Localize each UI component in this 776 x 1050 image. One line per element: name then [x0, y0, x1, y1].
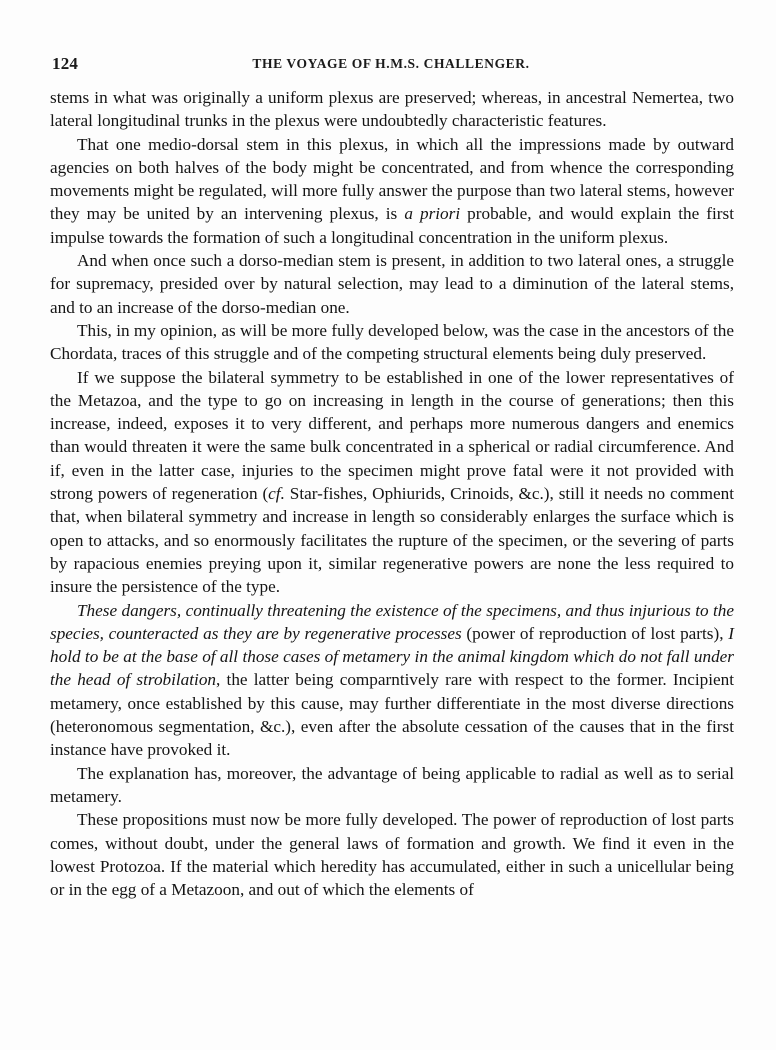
text-segment: This, in my opinion, as will be more fully developed below, was the case in the ancestors of the Chordata, traces of this struggle and of the competing structural elements being duly preserved. [50, 320, 734, 364]
body-text [50, 86, 734, 901]
paragraph [50, 319, 734, 366]
italic-segment: cf. [268, 484, 285, 504]
paragraph [50, 249, 734, 319]
text-segment: And when once such a dorso-median stem is present, in addition to two lateral ones, a struggle for supremacy, presided over by natural selection, may lead to a diminution of the lateral stems, and to an increase of the dorso-median one. [50, 251, 734, 317]
text-segment: If we suppose the bilateral symmetry to be established in one of the lower representatives of the Metazoa, and the type to go on increasing in length in the course of generations; then this increase, indeed, exposes it to very different, and perhaps more numerous dangers and enemics than would threaten it were the same bulk concentrated in a spherical or radial circumference. And if, even in the latter case, injuries to the specimen might prove fatal were it not provided with strong powers of regeneration ( [50, 367, 734, 504]
paragraph [50, 599, 734, 762]
page-number: 124 [52, 54, 79, 73]
paragraph [50, 366, 734, 599]
text-segment: That one medio-dorsal stem in this plexus, in which all the impressions made by outward agencies on both halves of the body might be concentrated, and from whence the corresponding movements might be regulated, will more fully answer the purpose than two lateral stems, however they may be united by an intervening plexus, is [50, 134, 734, 224]
text-segment: stems in what was originally a uniform plexus are preserved; whereas, in ancestral Nemertea, two lateral longitudinal trunks in the plexus were undoubtedly characteristic features. [50, 88, 734, 131]
italic-segment: I hold to be at the base of all those cases of metamery in the animal kingdom which do not fall under the head of strobilation [50, 623, 734, 690]
paragraph [50, 762, 734, 809]
text-segment: (power of reproduction of lost parts), [461, 623, 729, 643]
paragraph [50, 133, 734, 249]
text-segment: , the latter being comparntively rare with respect to the former. Incipient metamery, once established by this cause, may further differentiate in the most diverse directions (heteronomous segmentation, &c.), even after the absolute cessation of the causes that in the first instance have provoked it. [50, 670, 734, 760]
paragraph [50, 86, 734, 133]
running-title: THE VOYAGE OF H.M.S. CHALLENGER. [252, 56, 530, 71]
italic-segment: These dangers, continually threatening the existence of the specimens, and thus injurious to the species, counteracted as they are by regenerative processes [50, 600, 734, 643]
text-segment: Star-fishes, Ophiurids, Crinoids, &c.), still it needs no comment that, when bilateral symmetry and increase in length so considerably enlarges the surface which is open to attacks, and so enormously facilitates the rupture of the specimen, or the severing of parts by rapacious enemies preying upon it, similar regenerative powers are none the less required to insure the persistence of the type. [50, 484, 734, 597]
paragraph [50, 808, 734, 901]
running-head [52, 54, 730, 78]
italic-segment: a priori [404, 204, 461, 224]
text-segment: These propositions must now be more fully developed. The power of reproduction of lost parts comes, without doubt, under the general laws of formation and growth. We find it even in the lowest Protozoa. If the material which heredity has accumulated, either in such a unicellular being or in the egg of a Metazoon, and out of which the elements of [50, 810, 734, 900]
text-segment: The explanation has, moreover, the advantage of being applicable to radial as well as to serial metamery. [50, 763, 734, 806]
text-segment: probable, and would explain the first impulse towards the formation of such a longitudinal concentration in the uniform plexus. [50, 204, 734, 247]
